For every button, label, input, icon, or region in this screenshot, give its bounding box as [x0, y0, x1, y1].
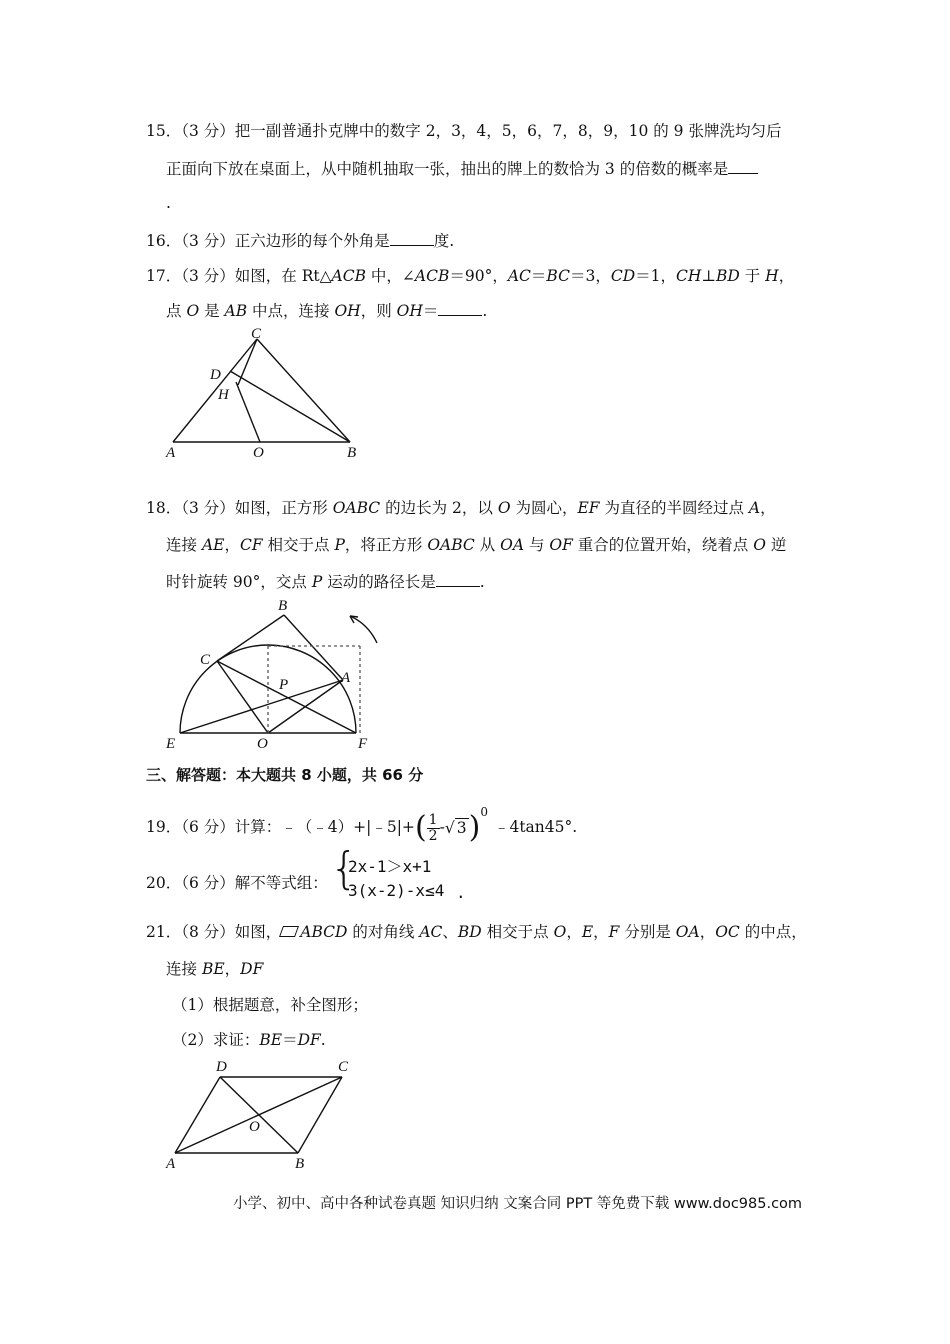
q21-var: BD	[457, 923, 482, 941]
q18-line1	[146, 496, 776, 518]
q18-label-c: C	[200, 652, 211, 668]
q17-score: （3 分）	[181, 267, 235, 285]
q17-var: BC	[546, 267, 570, 285]
q21-var: OA	[675, 923, 700, 941]
q18-label-e: E	[166, 736, 176, 752]
q20-line	[146, 871, 328, 893]
q17-label-a: A	[166, 445, 176, 461]
q15-line1	[146, 119, 781, 141]
q18-number: 18．	[146, 499, 182, 517]
q17-text: ＝	[530, 267, 547, 285]
q18-line2	[166, 533, 786, 555]
q18-answer-blank[interactable]	[436, 572, 480, 587]
q18-var: OA	[500, 536, 525, 554]
q21-var: BE	[259, 1031, 283, 1049]
q18-text: 时针旋转 90°，交点	[166, 573, 312, 591]
q18-var: P	[334, 536, 345, 554]
q19-frac-num: 1	[428, 811, 438, 828]
q16-answer-blank[interactable]	[390, 231, 434, 246]
section-3-heading: 三、解答题：本大题共 8 小题，共 66 分	[146, 766, 424, 784]
q21-side-ad	[175, 1077, 220, 1153]
q18-var: OABC	[332, 499, 381, 517]
q17-var: CH	[676, 267, 702, 285]
q15-text-line1: 把一副普通扑克牌中的数字 2，3，4，5，6，7，8，9，10 的 9 张牌洗均匀后	[234, 122, 782, 140]
q21-score: （8 分）	[181, 923, 235, 941]
q16-score: （3 分）	[181, 232, 235, 250]
q17-text: 点	[166, 302, 187, 320]
q17-var: CD	[610, 267, 636, 285]
q21-text: 的对角线	[347, 923, 420, 941]
q20-brace: {	[330, 843, 358, 894]
q18-text: ，	[760, 499, 776, 517]
q21-text: 分别是	[619, 923, 676, 941]
q21-label-b: B	[295, 1156, 305, 1172]
q17-text: ＝	[422, 302, 439, 320]
q17-text: .	[482, 302, 488, 320]
q15-text-line3: .	[166, 194, 171, 212]
q18-var: CF	[239, 536, 263, 554]
q21-line1	[146, 920, 807, 942]
q17-segment-ch	[238, 339, 257, 385]
q18-var: P	[311, 573, 323, 591]
q18-label-p: P	[279, 677, 289, 693]
q21-text: 连接	[166, 960, 202, 978]
q18-side-ba	[284, 615, 343, 680]
q17-text: ，则	[360, 302, 397, 320]
q19-line	[146, 804, 578, 846]
q21-var: F	[608, 923, 620, 941]
q18-label-o: O	[257, 736, 268, 752]
q15-line3	[166, 194, 171, 212]
q15-answer-blank[interactable]	[728, 159, 758, 174]
q20-row1: 2x-1＞x+1	[348, 857, 432, 876]
parallelogram-icon	[279, 926, 299, 937]
q18-var: O	[753, 536, 766, 554]
q21-text: ＝	[282, 1031, 298, 1049]
q19-text-a: 计算：﹣（﹣4）+|﹣5|+	[234, 818, 415, 837]
q18-text: 从	[474, 536, 501, 554]
q18-text: ，将正方形	[344, 536, 428, 554]
q18-side-cb	[217, 615, 284, 661]
q19-number: 19．	[146, 818, 182, 837]
q18-label-f: F	[358, 736, 368, 752]
q17-figure	[160, 325, 380, 465]
q18-label-b: B	[278, 598, 288, 614]
q20-text: 解不等式组：	[234, 874, 328, 892]
q17-text: ＝3，	[569, 267, 611, 285]
q19-frac-den: 2	[428, 827, 438, 844]
q15-score: （3 分）	[181, 122, 235, 140]
q16-line	[146, 229, 454, 251]
q20-score: （6 分）	[181, 874, 235, 892]
q20-end: .	[456, 883, 466, 902]
q17-text: 是	[199, 302, 225, 320]
q17-var: OH	[334, 302, 361, 320]
q21-var: BE	[201, 960, 225, 978]
q21-text: ，	[699, 923, 716, 941]
q21-label-a: A	[166, 1156, 176, 1172]
q17-line2	[166, 299, 487, 321]
q20-inequality-system	[330, 843, 480, 909]
q17-var: OH	[396, 302, 423, 320]
q21-number: 21．	[146, 923, 182, 941]
q19-minus: -	[439, 818, 445, 837]
q21-text: 如图，	[234, 923, 282, 941]
q18-var: AE	[201, 536, 225, 554]
q19-text-b: ﹣4tan45°.	[493, 818, 578, 837]
q21-text: 的中点，	[739, 923, 807, 941]
q17-text: 于	[739, 267, 766, 285]
q19-fraction	[427, 813, 440, 844]
q18-var: A	[748, 499, 761, 517]
q21-text: ，	[593, 923, 609, 941]
q21-text: （2）求证：	[172, 1031, 260, 1049]
q17-label-c: C	[251, 326, 262, 342]
q21-text: 、	[442, 923, 458, 941]
q18-text: 为直径的半圆经过点	[599, 499, 749, 517]
q18-figure	[160, 596, 400, 756]
q18-text: 连接	[166, 536, 202, 554]
q18-text: .	[479, 573, 485, 591]
q18-text: 为圆心，	[510, 499, 578, 517]
q17-var: BD	[715, 267, 740, 285]
q18-side-oc	[217, 661, 268, 733]
q21-var: ABCD	[300, 923, 348, 941]
q19-exponent: 0	[480, 805, 488, 819]
q21-diagonal-bd	[220, 1077, 298, 1153]
q21-var: E	[581, 923, 594, 941]
q17-text: ＝1，	[635, 267, 677, 285]
q21-text: 相交于点	[481, 923, 554, 941]
q18-var: OABC	[427, 536, 475, 554]
q17-var: ACB	[414, 267, 450, 285]
q18-var: O	[497, 499, 511, 517]
q18-text: 相交于点	[262, 536, 335, 554]
q16-text-b: 度.	[433, 232, 455, 250]
q21-text: ，	[224, 960, 241, 978]
q17-text: ，	[778, 267, 795, 285]
q20-row2: 3(x-2)-x≤4	[348, 881, 445, 900]
q17-var: H	[765, 267, 779, 285]
q17-label-d: D	[210, 367, 221, 383]
q19-lparen: (	[414, 810, 427, 846]
q21-sub2	[172, 1028, 326, 1050]
q21-var: OC	[715, 923, 740, 941]
q21-text: .	[320, 1031, 326, 1049]
q17-line1	[146, 264, 794, 286]
q18-text: ，	[224, 536, 240, 554]
q18-var: OF	[549, 536, 573, 554]
q18-text: 逆	[765, 536, 787, 554]
q16-text-a: 正六边形的每个外角是	[234, 232, 390, 250]
q17-text: ＝90°，	[449, 267, 508, 285]
q18-text: 重合的位置开始，绕着点	[572, 536, 754, 554]
q21-label-o: O	[249, 1119, 260, 1135]
q21-text: ，	[566, 923, 582, 941]
q17-label-b: B	[347, 445, 357, 461]
q17-var: AB	[224, 302, 248, 320]
q21-figure	[160, 1055, 370, 1175]
q21-var: DF	[240, 960, 264, 978]
q18-line3	[166, 570, 485, 592]
q21-var: AC	[419, 923, 443, 941]
q19-sqrt-radicand: 3	[456, 819, 467, 838]
q17-label-o: O	[253, 445, 264, 461]
q21-var: O	[553, 923, 567, 941]
q15-text-line2: 正面向下放在桌面上，从中随机抽取一张，抽出的牌上的数恰为 3 的倍数的概率是	[166, 160, 729, 178]
q15-line2	[166, 157, 758, 179]
q17-var: AC	[507, 267, 531, 285]
q19-sqrt-sign: √	[444, 819, 455, 838]
q17-text: 中点，连接	[247, 302, 335, 320]
q16-number: 16．	[146, 232, 182, 250]
q17-side-cb	[257, 339, 350, 442]
q18-text: 运动的路径长是	[322, 573, 436, 591]
q18-rotation-arrow	[350, 616, 377, 643]
q18-score: （3 分）	[181, 499, 235, 517]
q18-text: 的边长为 2，以	[380, 499, 498, 517]
q21-sub1: （1）根据题意，补全图形；	[172, 996, 368, 1014]
q21-line2	[166, 957, 263, 979]
q19-score: （6 分）	[181, 818, 235, 837]
q17-text: 中，∠	[365, 267, 415, 285]
q17-label-h: H	[218, 387, 229, 403]
q19-rparen: )	[468, 810, 481, 846]
q18-text: 如图，正方形	[234, 499, 333, 517]
q18-var: EF	[577, 499, 600, 517]
footer-ad: 小学、初中、高中各种试卷真题 知识归纳 文案合同 PPT 等免费下载 www.doc985.com	[233, 1196, 803, 1212]
q17-text: ⊥	[701, 267, 716, 285]
q21-side-bc	[298, 1077, 342, 1153]
q17-side-ac	[173, 339, 257, 442]
q17-var: ACB	[331, 267, 366, 285]
q18-text: 与	[524, 536, 550, 554]
q17-var: O	[186, 302, 200, 320]
q15-number: 15．	[146, 122, 182, 140]
q17-text: 如图，在 Rt△	[234, 267, 332, 285]
q21-label-d: D	[216, 1059, 227, 1075]
q17-number: 17．	[146, 267, 182, 285]
q21-label-c: C	[338, 1059, 349, 1075]
q21-var: DF	[297, 1031, 321, 1049]
q19-sqrt	[445, 810, 469, 846]
q17-segment-bd	[230, 371, 350, 442]
q20-number: 20．	[146, 874, 182, 892]
q17-answer-blank[interactable]	[438, 301, 482, 316]
q18-label-a: A	[341, 670, 351, 686]
q17-segment-oh	[236, 382, 260, 442]
q18-segment-ae	[180, 680, 343, 733]
